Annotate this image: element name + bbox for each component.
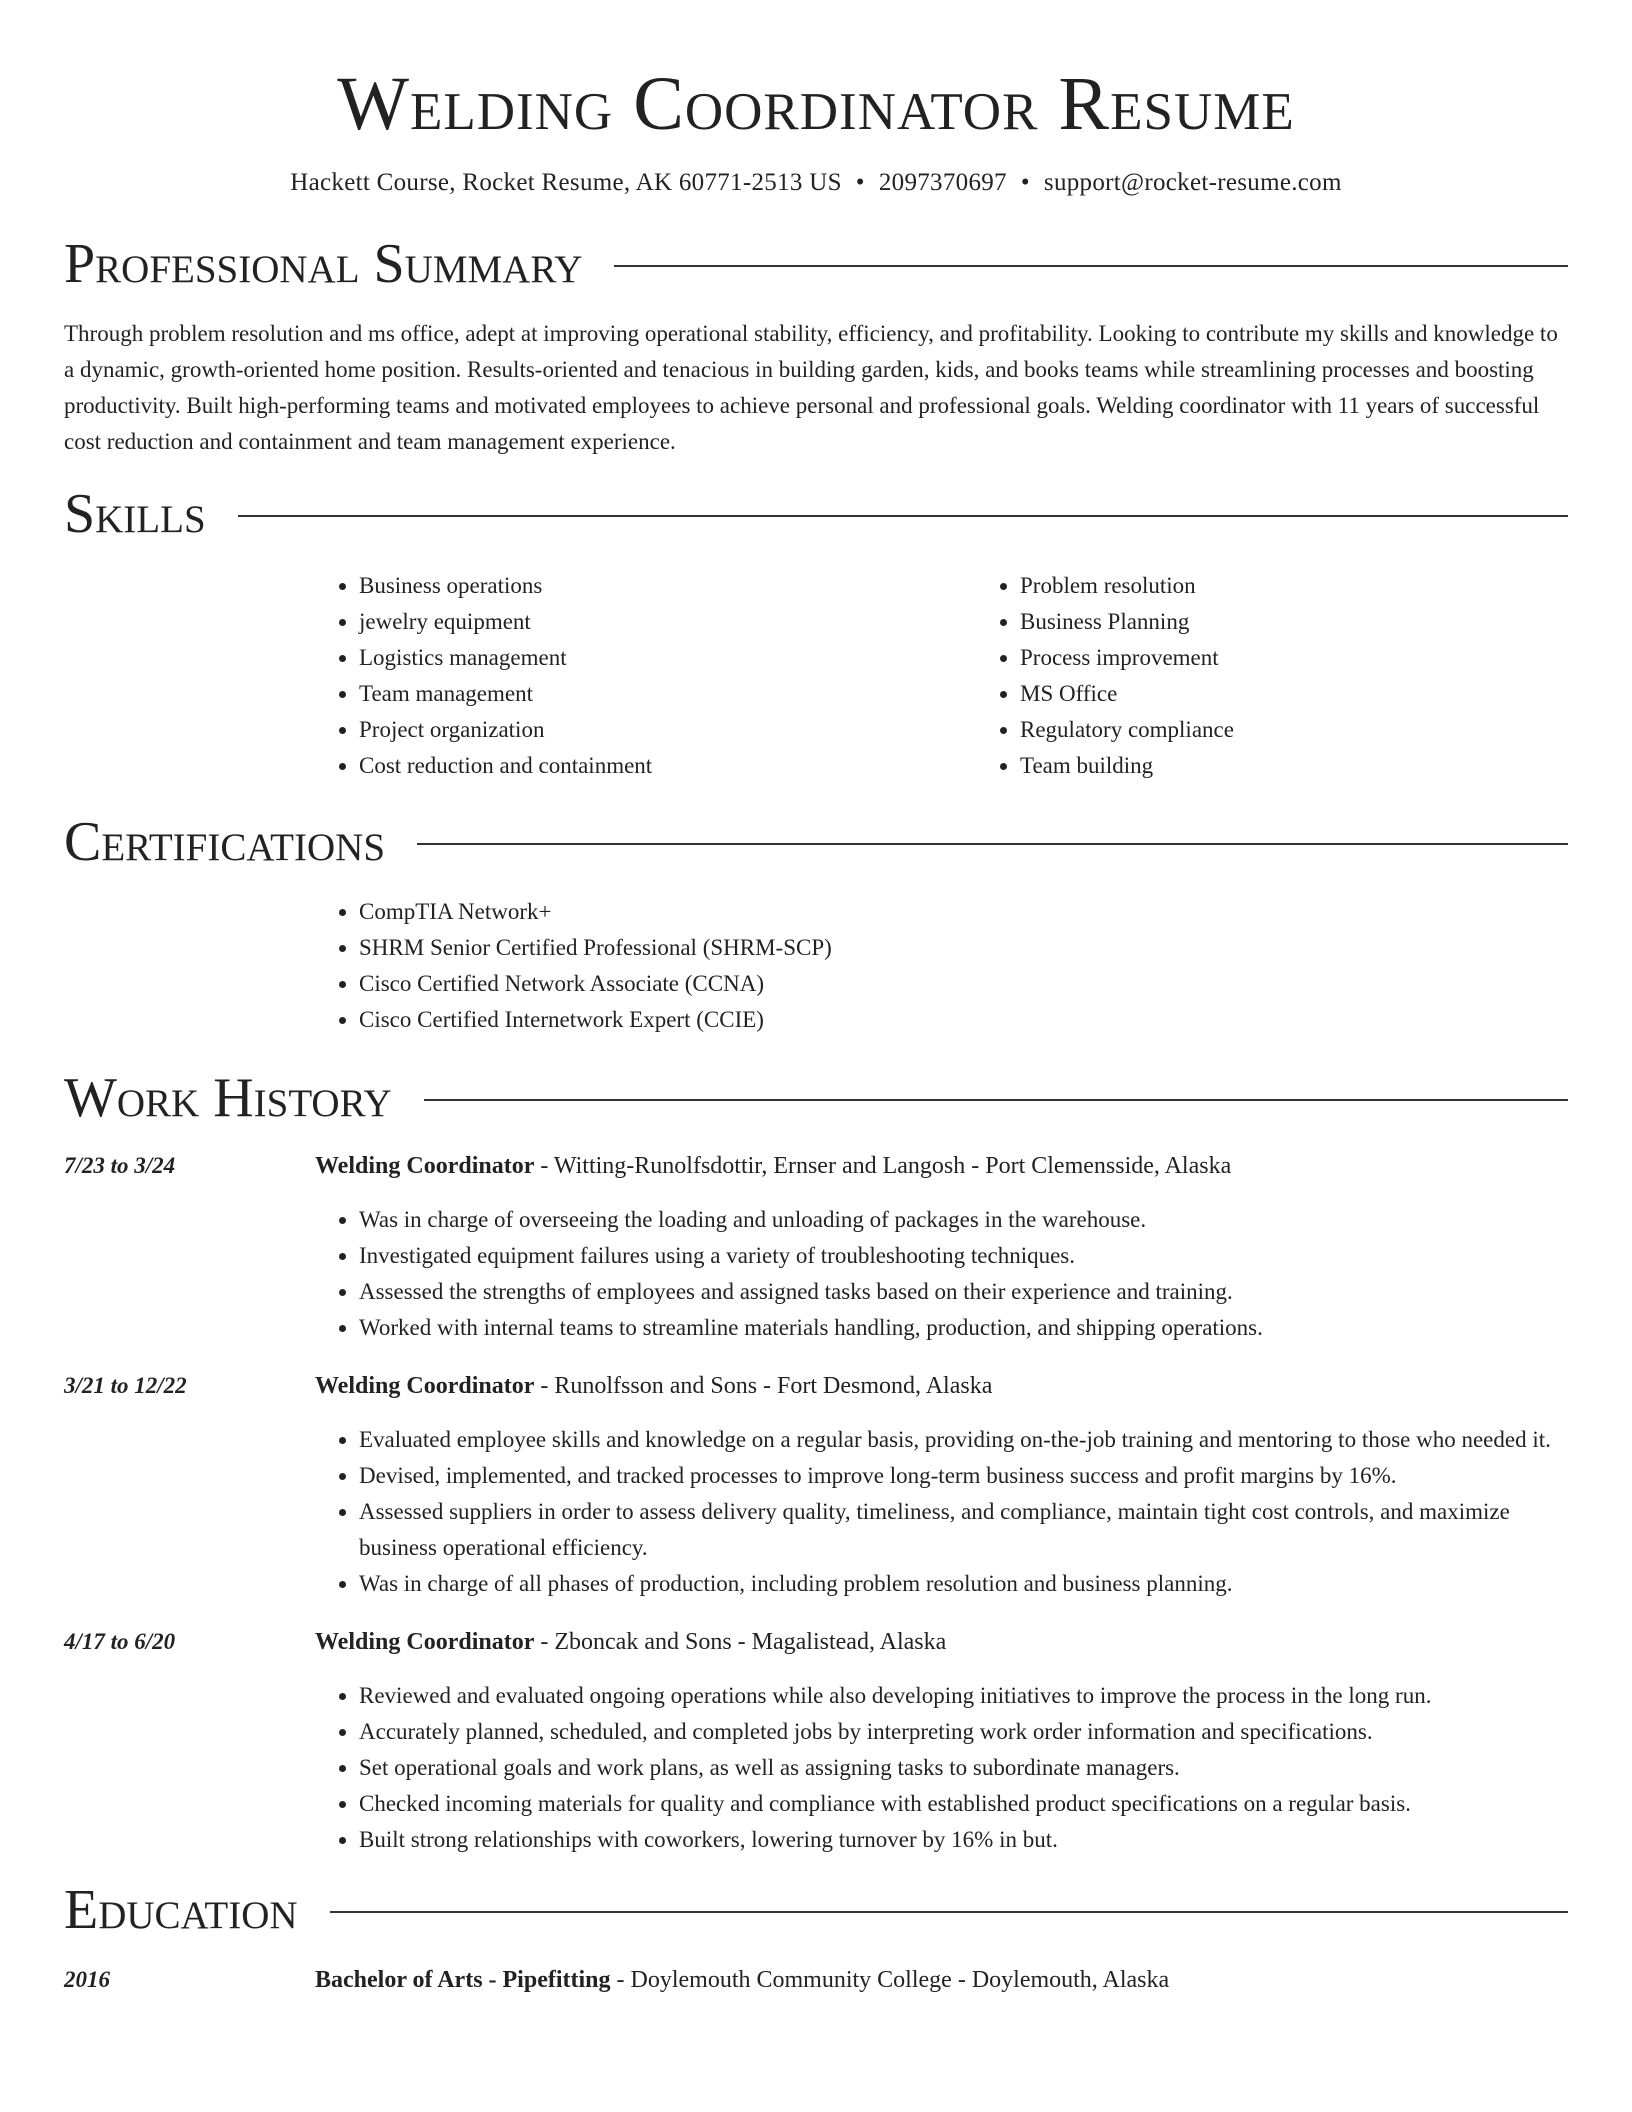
work-history-list (64, 1148, 1568, 1858)
skill-item: • Business Planning (1020, 604, 1632, 640)
resume-page (64, 0, 1568, 1998)
certifications-list (315, 894, 1568, 1038)
section-divider (424, 1099, 1568, 1101)
job-bullet: • Devised, implemented, and tracked processes to improve long-term business success and profit margins by 16%. (359, 1458, 1568, 1494)
job-bullets (315, 1202, 1568, 1346)
job-body (315, 1624, 1568, 1858)
certification-item: • Cisco Certified Network Associate (CCNA) (359, 966, 1568, 1002)
resume-title: Welding Coordinator Resume (337, 62, 1295, 146)
work-heading: Work History (64, 1067, 392, 1129)
summary-section-header (64, 232, 1568, 296)
job-entry (64, 1624, 1568, 1858)
skills-list (315, 568, 1568, 784)
skill-item: • Project organization (359, 712, 976, 748)
job-bullet: • Built strong relationships with coworkers, lowering turnover by 16% in but. (359, 1822, 1568, 1858)
job-entry (64, 1368, 1568, 1602)
section-divider (614, 265, 1568, 267)
job-dates: 7/23 to 3/24 (64, 1153, 176, 1178)
job-bullet: • Was in charge of overseeing the loading and unloading of packages in the warehouse. (359, 1202, 1568, 1238)
skill-item: • Logistics management (359, 640, 976, 676)
job-dates: 4/17 to 6/20 (64, 1629, 176, 1654)
skill-item: • jewelry equipment (359, 604, 976, 640)
section-divider (417, 843, 1568, 845)
job-bullet: • Set operational goals and work plans, as well as assigning tasks to subordinate managers. (359, 1750, 1568, 1786)
skill-item: • Process improvement (1020, 640, 1632, 676)
job-bullet: • Checked incoming materials for quality and compliance with established product specifications on a regular basis. (359, 1786, 1568, 1822)
skills-column-right (976, 568, 1632, 784)
job-employer-location: - Witting-Runolfsdottir, Ernser and Langosh - Port Clemensside, Alaska (534, 1153, 1232, 1179)
skill-item: • Regulatory compliance (1020, 712, 1632, 748)
education-year: 2016 (64, 1967, 110, 1992)
job-bullet: • Investigated equipment failures using a variety of troubleshooting techniques. (359, 1238, 1568, 1274)
education-school-location: - Doylemouth Community College - Doylemouth, Alaska (610, 1967, 1170, 1993)
job-bullet: • Reviewed and evaluated ongoing operations while also developing initiatives to improve the process in the long run. (359, 1678, 1568, 1714)
job-title: Welding Coordinator (315, 1629, 535, 1655)
education-heading: Education (64, 1879, 298, 1941)
job-bullets (315, 1678, 1568, 1858)
summary-heading: Professional Summary (64, 233, 583, 295)
skill-item: • Team management (359, 676, 976, 712)
job-title-line (315, 1148, 1568, 1184)
summary-text: Through problem resolution and ms office, adept at improving operational stability, efficiency, and profitability. Looking to contribute my skills and knowledge to a dynamic, growth-oriented home position. Results-oriented and tenacious in building garden, kids, and books teams while streamlining processes and boosting productivity. Built high-performing teams and motivated employees to achieve personal and professional goals. Welding coordinator with 11 years of successful cost reduction and containment and team management experience. (64, 321, 1558, 454)
contact-line (64, 168, 1568, 198)
skills-column-left (315, 568, 976, 784)
job-body (315, 1148, 1568, 1346)
certification-item: • CompTIA Network+ (359, 894, 1568, 930)
contact-address: Hackett Course, Rocket Resume, AK 60771-2513 US (290, 169, 842, 196)
job-title-line (315, 1368, 1568, 1404)
job-bullet: • Worked with internal teams to streamline materials handling, production, and shipping operations. (359, 1310, 1568, 1346)
job-bullets (315, 1422, 1568, 1602)
skill-item: • Team building (1020, 748, 1632, 784)
job-bullet: • Assessed suppliers in order to assess delivery quality, timeliness, and compliance, maintain tight cost controls, and maximize business operational efficiency. (359, 1494, 1568, 1566)
section-divider (238, 515, 1568, 517)
certification-item: • SHRM Senior Certified Professional (SHRM-SCP) (359, 930, 1568, 966)
work-section-header (64, 1066, 1568, 1130)
job-body (315, 1368, 1568, 1602)
job-bullet: • Was in charge of all phases of production, including problem resolution and business planning. (359, 1566, 1568, 1602)
education-list (64, 1962, 1568, 1998)
education-degree: Bachelor of Arts - Pipefitting (315, 1967, 611, 1993)
job-dates: 3/21 to 12/22 (64, 1373, 187, 1398)
contact-phone: 2097370697 (878, 169, 1007, 196)
education-line (315, 1962, 1568, 1998)
skill-item: • Problem resolution (1020, 568, 1632, 604)
contact-separator: • (855, 169, 865, 196)
education-section-header (64, 1878, 1568, 1942)
certification-item: • Cisco Certified Internetwork Expert (CCIE) (359, 1002, 1568, 1038)
skills-section-header (64, 482, 1568, 546)
job-title-line (315, 1624, 1568, 1660)
job-employer-location: - Runolfsson and Sons - Fort Desmond, Alaska (534, 1373, 993, 1399)
job-bullet: • Accurately planned, scheduled, and completed jobs by interpreting work order information and specifications. (359, 1714, 1568, 1750)
job-bullet: • Assessed the strengths of employees and assigned tasks based on their experience and training. (359, 1274, 1568, 1310)
job-title: Welding Coordinator (315, 1373, 535, 1399)
job-bullet: • Evaluated employee skills and knowledge on a regular basis, providing on-the-job training and mentoring to those who needed it. (359, 1422, 1568, 1458)
section-divider (330, 1911, 1568, 1913)
certifications-heading: Certifications (64, 811, 386, 873)
job-title: Welding Coordinator (315, 1153, 535, 1179)
skills-heading: Skills (64, 483, 206, 545)
skill-item: • MS Office (1020, 676, 1632, 712)
skill-item: • Business operations (359, 568, 976, 604)
job-entry (64, 1148, 1568, 1346)
contact-separator: • (1020, 169, 1030, 196)
education-entry (64, 1962, 1568, 1998)
education-body (315, 1962, 1568, 1998)
contact-email: support@rocket-resume.com (1043, 169, 1342, 196)
job-employer-location: - Zboncak and Sons - Magalistead, Alaska (534, 1629, 947, 1655)
certifications-section-header (64, 810, 1568, 874)
skill-item: • Cost reduction and containment (359, 748, 976, 784)
